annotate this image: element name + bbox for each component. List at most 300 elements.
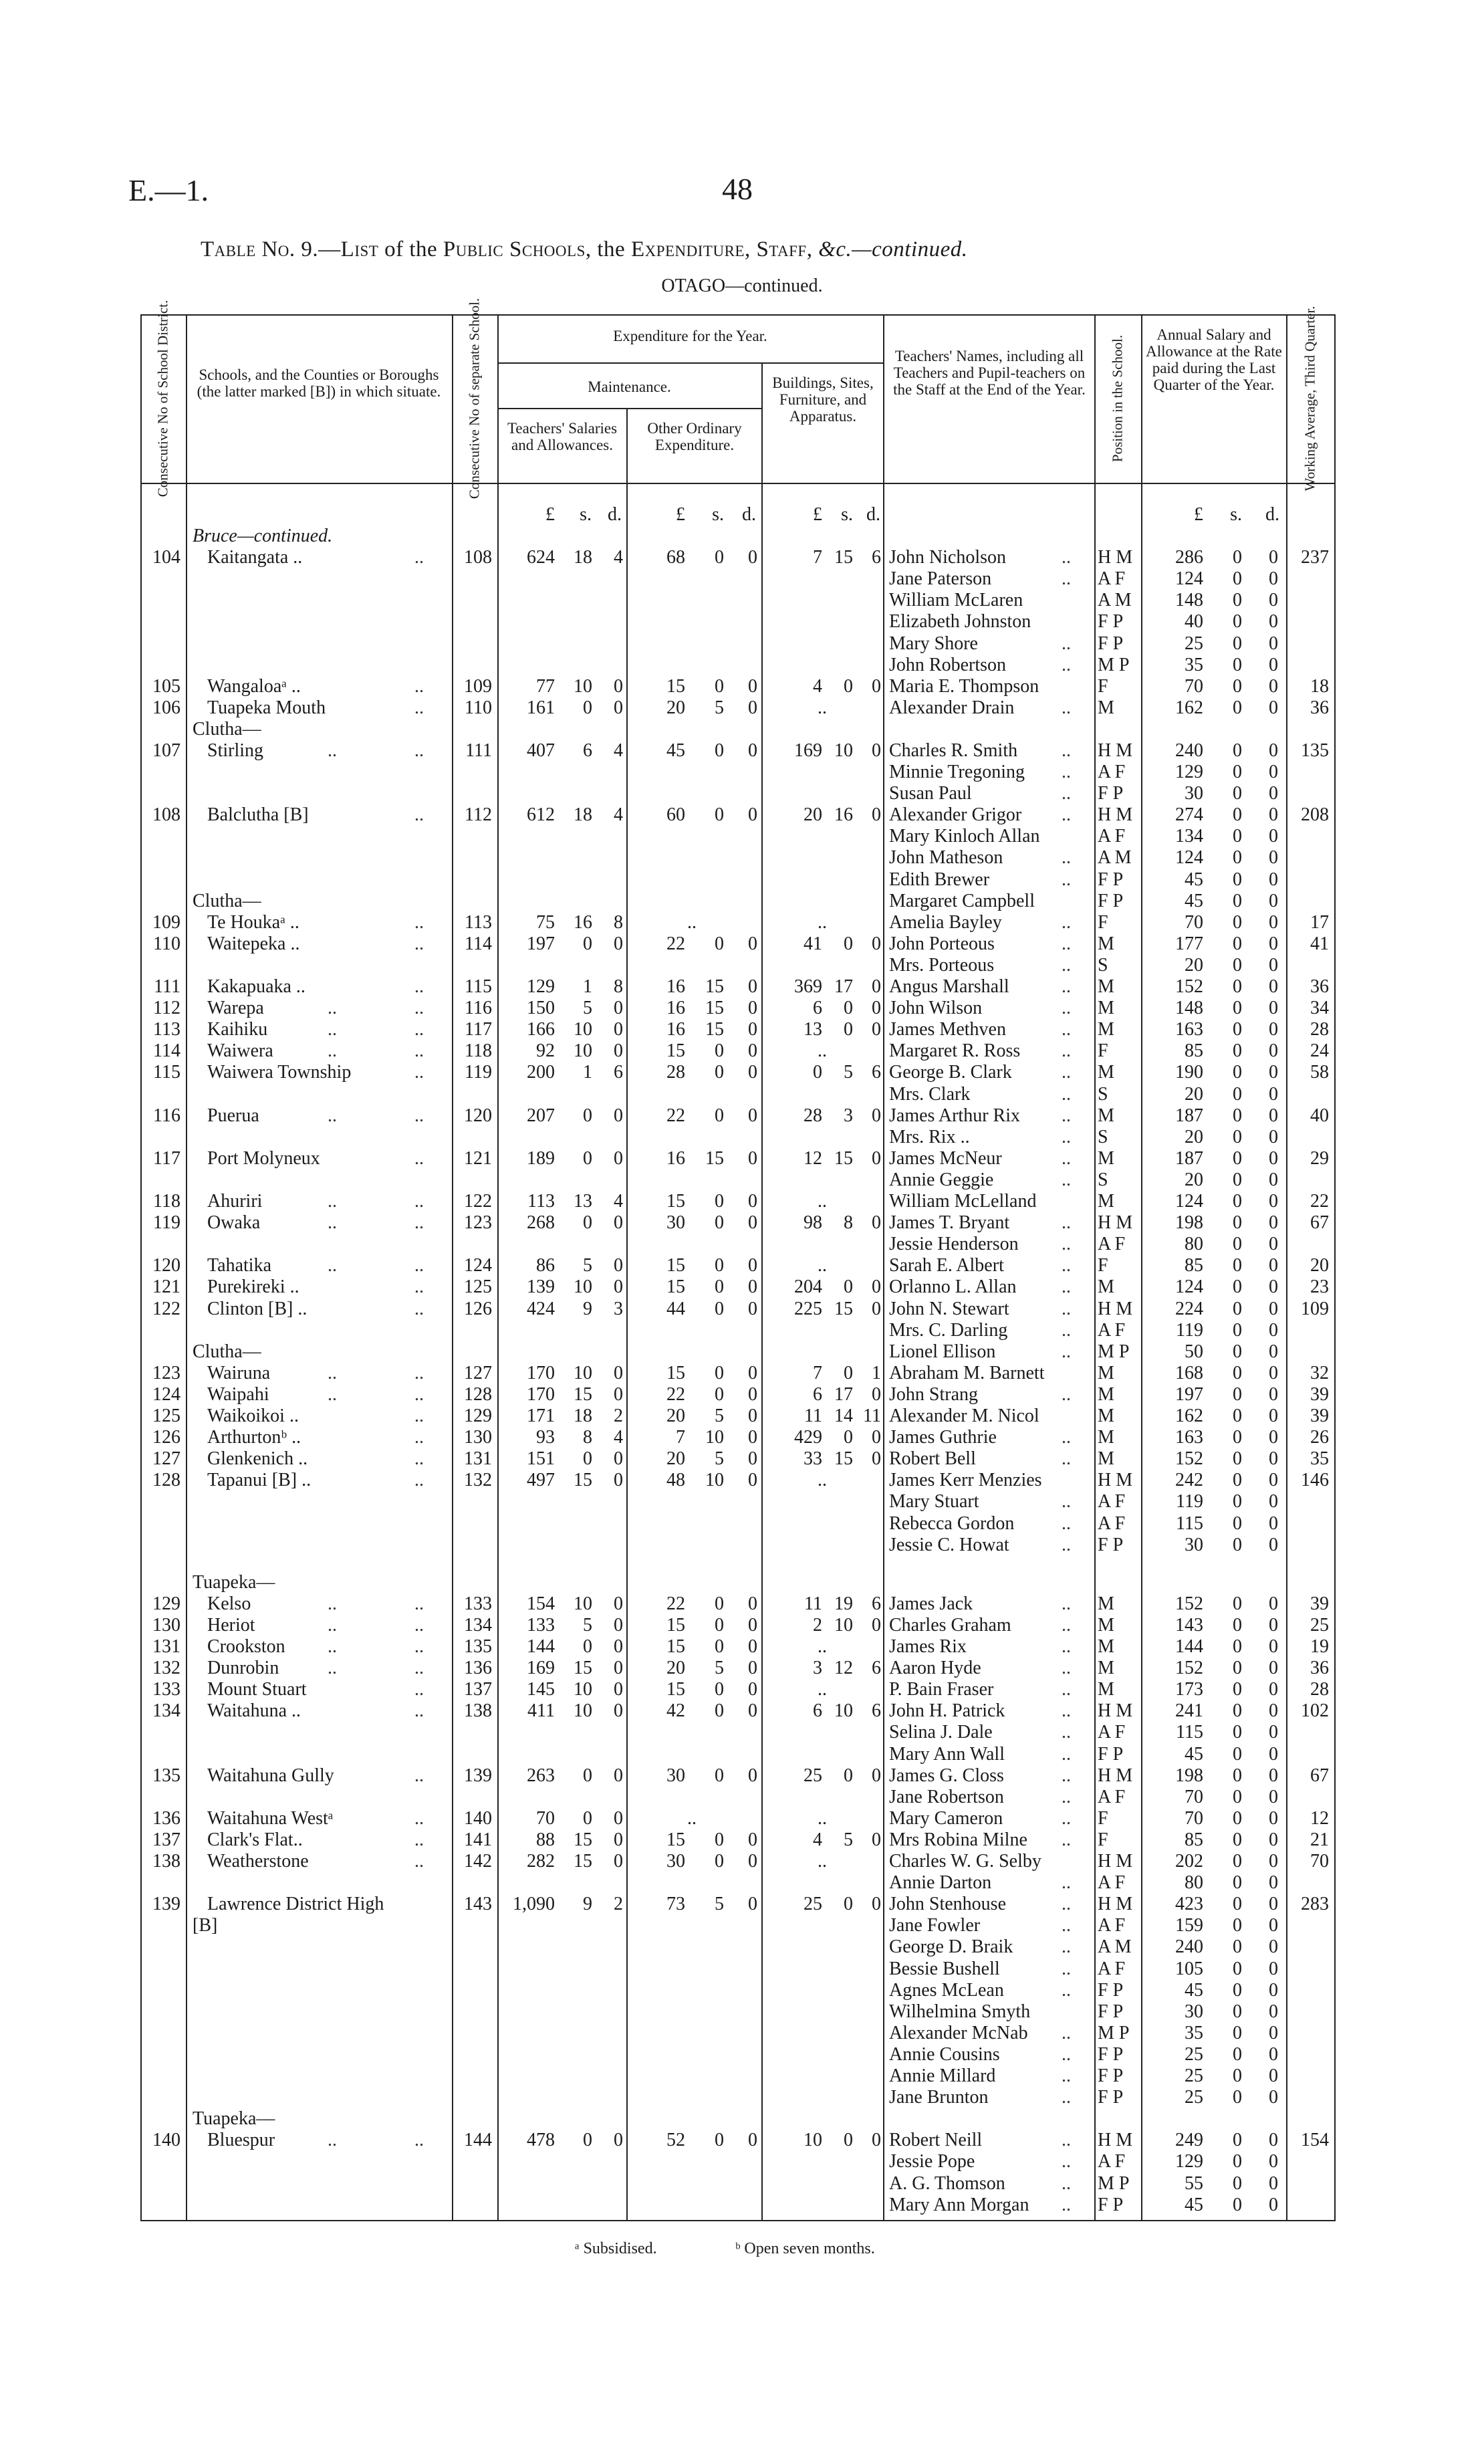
- leader-dots: ..: [1062, 1384, 1071, 1405]
- header-annual-salary: Annual Salary and Allowance at the Rate paid during the Last Quarter of the Year.: [1146, 326, 1282, 393]
- teacher-name: James Methven: [889, 1019, 1006, 1040]
- teacher-name: Amelia Bayley: [889, 912, 1002, 933]
- other-shillings: 0: [715, 740, 724, 761]
- other-shillings: 0: [715, 2130, 724, 2150]
- leader-dots: ..: [414, 1808, 424, 1829]
- school-name: Waitahuna Gully: [207, 1765, 334, 1786]
- annual-shillings: 0: [1233, 1341, 1242, 1362]
- salary-shillings: 0: [583, 2130, 592, 2150]
- unit-shilling: s.: [1230, 504, 1242, 525]
- annual-shillings: 0: [1233, 1958, 1242, 1979]
- table-row: [0, 1148, 1484, 1169]
- teacher-name: Edith Brewer: [889, 869, 990, 890]
- buildings-pounds: 204: [794, 1276, 822, 1297]
- other-pence: 0: [748, 1894, 757, 1914]
- leader-dots: ..: [1062, 1936, 1071, 1957]
- other-pounds: 15: [666, 1829, 685, 1850]
- annual-pounds: 134: [1175, 826, 1203, 847]
- leader-dots: ..: [1062, 1872, 1071, 1893]
- teacher-name: Mrs Robina Milne: [889, 1829, 1027, 1850]
- salary-shillings: 0: [583, 933, 592, 954]
- leader-dots: ..: [1062, 1040, 1071, 1061]
- salary-pounds: 144: [527, 1636, 555, 1657]
- school-name: Tahatika: [207, 1255, 271, 1276]
- other-pence: 0: [748, 1062, 757, 1083]
- buildings-pounds: 20: [803, 804, 822, 825]
- other-shillings: 0: [715, 1615, 724, 1636]
- school-name: Tapanui [B] ..: [207, 1470, 312, 1490]
- annual-pounds: 45: [1185, 1744, 1203, 1765]
- annual-pounds: 25: [1185, 633, 1203, 654]
- leader-dots: ..: [1062, 1148, 1071, 1169]
- buildings-pounds: 0: [813, 1062, 822, 1083]
- table-row: [0, 676, 1484, 697]
- table-row: [0, 1212, 1484, 1234]
- teacher-position: H M: [1098, 1212, 1133, 1233]
- other-pounds: 20: [666, 1448, 685, 1469]
- other-pounds: 45: [666, 740, 685, 761]
- leader-dots: ..: [414, 2130, 424, 2150]
- leader-dots: ..: [414, 1448, 424, 1469]
- other-pounds: 16: [666, 976, 685, 997]
- district-number: 129: [152, 1593, 180, 1614]
- other-shillings: 0: [715, 1636, 724, 1657]
- annual-pounds: 124: [1175, 568, 1203, 589]
- annual-shillings: 0: [1233, 1148, 1242, 1169]
- other-shillings: 15: [705, 1148, 724, 1169]
- annual-pence: 0: [1269, 1062, 1278, 1083]
- unit-shilling: s.: [712, 504, 724, 525]
- salary-shillings: 16: [574, 912, 592, 933]
- salary-pence: 0: [614, 1212, 623, 1233]
- school-name: Kakapuaka ..: [207, 976, 305, 997]
- other-pounds: 15: [666, 1636, 685, 1657]
- annual-pence: 0: [1269, 1615, 1278, 1636]
- buildings-empty: ..: [818, 1255, 827, 1276]
- other-shillings: 0: [715, 676, 724, 697]
- school-number: 123: [464, 1212, 492, 1233]
- annual-pence: 0: [1269, 1787, 1278, 1807]
- teacher-position: F: [1098, 912, 1108, 933]
- teacher-position: F P: [1098, 633, 1124, 654]
- leader-dots: ..: [1062, 1980, 1071, 2001]
- footnote-subsidised: ᵃ Subsidised.: [575, 2240, 657, 2257]
- table-row: [0, 1744, 1484, 1765]
- table-row: [0, 2195, 1484, 2216]
- annual-pounds: 35: [1185, 2023, 1203, 2043]
- other-pence: 0: [748, 1470, 757, 1490]
- leader-dots: ..: [1062, 998, 1071, 1018]
- leader-dots: ..: [414, 697, 424, 718]
- header-school-no: Consecutive No of separate School.: [466, 298, 483, 499]
- leader-dots: ..: [328, 1040, 337, 1061]
- leader-dots: ..: [1062, 1700, 1071, 1721]
- leader-dots: ..: [1062, 1808, 1071, 1829]
- leader-dots: ..: [414, 1212, 424, 1233]
- annual-shillings: 0: [1233, 1084, 1242, 1105]
- other-pence: 0: [748, 1255, 757, 1276]
- leader-dots: ..: [1062, 2173, 1071, 2194]
- buildings-pounds: 41: [803, 933, 822, 954]
- buildings-pounds: 10: [803, 2130, 822, 2150]
- buildings-pence: 0: [872, 804, 881, 825]
- salary-pence: 4: [614, 804, 623, 825]
- leader-dots: ..: [414, 1851, 424, 1872]
- salary-pence: 0: [614, 1448, 623, 1469]
- other-shillings: 15: [705, 976, 724, 997]
- annual-pence: 0: [1269, 1513, 1278, 1534]
- other-shillings: 10: [705, 1427, 724, 1448]
- school-number: 118: [465, 1040, 492, 1061]
- table-row: [0, 1384, 1484, 1406]
- other-pounds: 68: [666, 547, 685, 568]
- salary-pence: 8: [614, 976, 623, 997]
- other-pounds: 20: [666, 1406, 685, 1426]
- leader-dots: ..: [1062, 1234, 1071, 1254]
- district-number: 107: [152, 740, 180, 761]
- annual-shillings: 0: [1233, 1191, 1242, 1212]
- salary-pence: 0: [614, 1615, 623, 1636]
- buildings-shillings: 15: [834, 547, 853, 568]
- table-row: [0, 869, 1484, 891]
- teacher-name: Abraham M. Barnett: [889, 1363, 1045, 1383]
- teacher-name: Annie Cousins: [889, 2044, 1000, 2065]
- annual-pence: 0: [1269, 1191, 1278, 1212]
- teacher-name: Bessie Bushell: [889, 1958, 1000, 1979]
- other-shillings: 0: [715, 1384, 724, 1405]
- teacher-position: M: [1098, 1658, 1114, 1678]
- salary-pounds: 170: [527, 1363, 555, 1383]
- buildings-shillings: 0: [844, 676, 853, 697]
- teacher-name: Jane Robertson: [889, 1787, 1004, 1807]
- salary-shillings: 18: [574, 804, 592, 825]
- annual-shillings: 0: [1233, 2195, 1242, 2215]
- annual-pence: 0: [1269, 1722, 1278, 1743]
- annual-shillings: 0: [1233, 912, 1242, 933]
- leader-dots: ..: [414, 1276, 424, 1297]
- buildings-shillings: 19: [834, 1593, 853, 1614]
- school-number: 138: [464, 1700, 492, 1721]
- school-number: 131: [464, 1448, 492, 1469]
- leader-dots: ..: [414, 912, 424, 933]
- teacher-position: A F: [1098, 1872, 1126, 1893]
- title-part: List: [340, 237, 379, 261]
- table-row: [0, 933, 1484, 955]
- teacher-position: A F: [1098, 1491, 1126, 1512]
- annual-pence: 0: [1269, 1406, 1278, 1426]
- annual-pence: 0: [1269, 633, 1278, 654]
- annual-pounds: 190: [1175, 1062, 1203, 1083]
- school-name: Tuapeka—: [193, 2108, 275, 2129]
- annual-shillings: 0: [1233, 1169, 1242, 1190]
- school-name: Clutha—: [193, 1341, 261, 1362]
- school-number: 144: [464, 2130, 492, 2150]
- table-row: [0, 891, 1484, 912]
- other-pence: 0: [748, 547, 757, 568]
- attendance-value: 19: [1310, 1636, 1329, 1657]
- salary-pence: 0: [614, 1384, 623, 1405]
- buildings-shillings: 0: [844, 1019, 853, 1040]
- teacher-name: James Guthrie: [889, 1427, 997, 1448]
- table-row: [0, 655, 1484, 676]
- leader-dots: ..: [1062, 1276, 1071, 1297]
- annual-pounds: 20: [1185, 1084, 1203, 1105]
- salary-pounds: 133: [527, 1615, 555, 1636]
- buildings-shillings: 3: [844, 1105, 853, 1126]
- other-shillings: 5: [715, 1448, 724, 1469]
- teacher-name: Lionel Ellison: [889, 1341, 996, 1362]
- teacher-position: F: [1098, 1808, 1108, 1829]
- attendance-value: 29: [1310, 1148, 1329, 1169]
- buildings-pence: 0: [872, 1829, 881, 1850]
- leader-dots: ..: [1062, 976, 1071, 997]
- attendance-value: 70: [1310, 1851, 1329, 1872]
- annual-shillings: 0: [1233, 804, 1242, 825]
- teacher-name: Orlanno L. Allan: [889, 1276, 1017, 1297]
- leader-dots: ..: [1062, 955, 1071, 976]
- district-number: 130: [152, 1615, 180, 1636]
- buildings-pence: 0: [872, 740, 881, 761]
- leader-dots: ..: [1062, 1212, 1071, 1233]
- table-row: [0, 1406, 1484, 1427]
- other-pence: 0: [748, 676, 757, 697]
- other-pounds: 30: [666, 1765, 685, 1786]
- attendance-value: 67: [1310, 1212, 1329, 1233]
- annual-pounds: 30: [1185, 783, 1203, 804]
- table-row: [0, 1062, 1484, 1083]
- annual-shillings: 0: [1233, 1936, 1242, 1957]
- buildings-pounds: 11: [804, 1593, 822, 1614]
- salary-pounds: 169: [527, 1658, 555, 1678]
- school-name: Glenkenich ..: [207, 1448, 308, 1469]
- teacher-position: M: [1098, 976, 1114, 997]
- school-name: Dunrobin: [207, 1658, 279, 1678]
- salary-pounds: 268: [527, 1212, 555, 1233]
- leader-dots: ..: [1062, 783, 1071, 804]
- table-row: [0, 1491, 1484, 1513]
- table-row: [0, 1234, 1484, 1255]
- teacher-name: Sarah E. Albert: [889, 1255, 1004, 1276]
- teacher-position: A F: [1098, 1320, 1126, 1341]
- teacher-position: A F: [1098, 2151, 1126, 2172]
- attendance-value: 23: [1310, 1276, 1329, 1297]
- annual-pounds: 105: [1175, 1958, 1203, 1979]
- table-row: [0, 1427, 1484, 1448]
- school-number: 141: [464, 1829, 492, 1850]
- teacher-name: Jane Paterson: [889, 568, 992, 589]
- table-row: [0, 2151, 1484, 2172]
- buildings-shillings: 10: [834, 1700, 853, 1721]
- table-row: [0, 1700, 1484, 1722]
- annual-pounds: 70: [1185, 912, 1203, 933]
- page-number: 48: [722, 172, 753, 206]
- other-shillings: 0: [715, 1040, 724, 1061]
- buildings-pounds: 28: [803, 1105, 822, 1126]
- leader-dots: ..: [328, 1615, 337, 1636]
- other-pence: 0: [748, 1765, 757, 1786]
- other-pence: 0: [748, 1829, 757, 1850]
- other-pence: 0: [748, 1593, 757, 1614]
- salary-pounds: 145: [527, 1679, 555, 1700]
- teacher-position: M: [1098, 1636, 1114, 1657]
- salary-pence: 8: [614, 912, 623, 933]
- other-pence: 0: [748, 1679, 757, 1700]
- table-row: [0, 1105, 1484, 1127]
- table-row: [0, 1040, 1484, 1062]
- leader-dots: ..: [414, 1406, 424, 1426]
- buildings-pounds: 429: [794, 1427, 822, 1448]
- buildings-pounds: 6: [813, 998, 822, 1018]
- salary-pounds: 170: [527, 1384, 555, 1405]
- salary-pounds: 497: [527, 1470, 555, 1490]
- salary-pounds: 478: [527, 2130, 555, 2150]
- other-pence: 0: [748, 1019, 757, 1040]
- salary-pence: 0: [614, 1019, 623, 1040]
- annual-pence: 0: [1269, 1636, 1278, 1657]
- district-number: 136: [152, 1808, 180, 1829]
- buildings-pence: 0: [872, 1105, 881, 1126]
- annual-pounds: 242: [1175, 1470, 1203, 1490]
- other-pounds: 16: [666, 998, 685, 1018]
- annual-pounds: 198: [1175, 1765, 1203, 1786]
- annual-pence: 0: [1269, 1535, 1278, 1555]
- table-row: [0, 1341, 1484, 1363]
- school-number: 143: [464, 1894, 492, 1914]
- annual-pounds: 80: [1185, 1872, 1203, 1893]
- annual-pence: 0: [1269, 1980, 1278, 2001]
- attendance-value: 24: [1310, 1040, 1329, 1061]
- table-row: [0, 1894, 1484, 1915]
- salary-shillings: 9: [583, 1894, 592, 1914]
- annual-pence: 0: [1269, 2044, 1278, 2065]
- annual-pounds: 30: [1185, 1535, 1203, 1555]
- annual-pence: 0: [1269, 2130, 1278, 2150]
- annual-shillings: 0: [1233, 1513, 1242, 1534]
- salary-shillings: 0: [583, 697, 592, 718]
- salary-shillings: 10: [574, 1679, 592, 1700]
- table-row: [0, 1958, 1484, 1980]
- teacher-name: Jessie Pope: [889, 2151, 975, 2172]
- leader-dots: ..: [414, 1829, 424, 1850]
- teacher-name: John Strang: [889, 1384, 978, 1405]
- table-row: [0, 998, 1484, 1019]
- annual-pounds: 162: [1175, 697, 1203, 718]
- district-number: 114: [153, 1040, 180, 1061]
- buildings-empty: ..: [818, 912, 827, 933]
- table-row: [0, 783, 1484, 804]
- salary-shillings: 1: [583, 1062, 592, 1083]
- other-empty: ..: [687, 912, 697, 933]
- district-number: 110: [153, 933, 180, 954]
- annual-shillings: 0: [1233, 1615, 1242, 1636]
- attendance-value: 26: [1310, 1427, 1329, 1448]
- school-number: 142: [464, 1851, 492, 1872]
- other-pence: 0: [748, 1615, 757, 1636]
- other-shillings: 0: [715, 1851, 724, 1872]
- salary-pounds: 407: [527, 740, 555, 761]
- buildings-shillings: 16: [834, 804, 853, 825]
- salary-pounds: 151: [527, 1448, 555, 1469]
- annual-pence: 0: [1269, 1765, 1278, 1786]
- attendance-value: 21: [1310, 1829, 1329, 1850]
- salary-pounds: 197: [527, 933, 555, 954]
- salary-shillings: 18: [574, 1406, 592, 1426]
- school-number: 136: [464, 1658, 492, 1678]
- school-number: 137: [464, 1679, 492, 1700]
- teacher-name: Mary Shore: [889, 633, 978, 654]
- title-part: Expenditure, Staff,: [630, 237, 813, 261]
- teacher-name: George B. Clark: [889, 1062, 1012, 1083]
- other-pence: 0: [748, 2130, 757, 2150]
- school-name: Lawrence District High: [207, 1894, 384, 1914]
- annual-shillings: 0: [1233, 1491, 1242, 1512]
- teacher-name: P. Bain Fraser: [889, 1679, 994, 1700]
- annual-pence: 0: [1269, 1320, 1278, 1341]
- other-shillings: 10: [705, 1470, 724, 1490]
- school-name: Waiwera: [207, 1040, 273, 1061]
- annual-pounds: 152: [1175, 1593, 1203, 1614]
- teacher-name: Mrs. Rix ..: [889, 1127, 970, 1147]
- school-name: Kaihiku: [207, 1019, 268, 1040]
- salary-pounds: 93: [536, 1427, 555, 1448]
- annual-pence: 0: [1269, 804, 1278, 825]
- other-shillings: 0: [715, 1191, 724, 1212]
- teacher-name: Mary Kinloch Allan: [889, 826, 1040, 847]
- annual-shillings: 0: [1233, 568, 1242, 589]
- attendance-value: 283: [1301, 1894, 1329, 1914]
- leader-dots: ..: [414, 1765, 424, 1786]
- table-row: [0, 2173, 1484, 2195]
- table-row: [0, 526, 1484, 547]
- district-number: 139: [152, 1894, 180, 1914]
- other-shillings: 5: [715, 1406, 724, 1426]
- leader-dots: ..: [414, 1427, 424, 1448]
- table-row: [0, 762, 1484, 783]
- unit-shilling: s.: [841, 504, 853, 525]
- table-row: [0, 847, 1484, 869]
- teacher-name: James Arthur Rix: [889, 1105, 1020, 1126]
- table-row: [0, 1615, 1484, 1636]
- annual-shillings: 0: [1233, 1299, 1242, 1319]
- teacher-position: A F: [1098, 1958, 1126, 1979]
- district-number: 109: [152, 912, 180, 933]
- teacher-position: M P: [1098, 2173, 1130, 2194]
- teacher-position: F P: [1098, 2087, 1124, 2108]
- buildings-pounds: 6: [813, 1700, 822, 1721]
- other-pence: 0: [748, 1636, 757, 1657]
- table-row: [0, 740, 1484, 762]
- buildings-pounds: 369: [794, 976, 822, 997]
- table-row: [0, 1255, 1484, 1276]
- table-row: [0, 719, 1484, 740]
- other-pence: 0: [748, 933, 757, 954]
- attendance-value: 35: [1310, 1448, 1329, 1469]
- salary-shillings: 15: [574, 1470, 592, 1490]
- buildings-pence: 11: [863, 1406, 881, 1426]
- attendance-value: 67: [1310, 1765, 1329, 1786]
- annual-pounds: 187: [1175, 1105, 1203, 1126]
- district-number: 120: [152, 1255, 180, 1276]
- school-name: Bruce—continued.: [193, 526, 333, 546]
- salary-pounds: 70: [536, 1808, 555, 1829]
- annual-pence: 0: [1269, 762, 1278, 782]
- attendance-value: 36: [1310, 697, 1329, 718]
- buildings-pence: 0: [872, 1765, 881, 1786]
- salary-shillings: 13: [574, 1191, 592, 1212]
- salary-pounds: 1,090: [513, 1894, 555, 1914]
- leader-dots: ..: [414, 998, 424, 1018]
- annual-shillings: 0: [1233, 2087, 1242, 2108]
